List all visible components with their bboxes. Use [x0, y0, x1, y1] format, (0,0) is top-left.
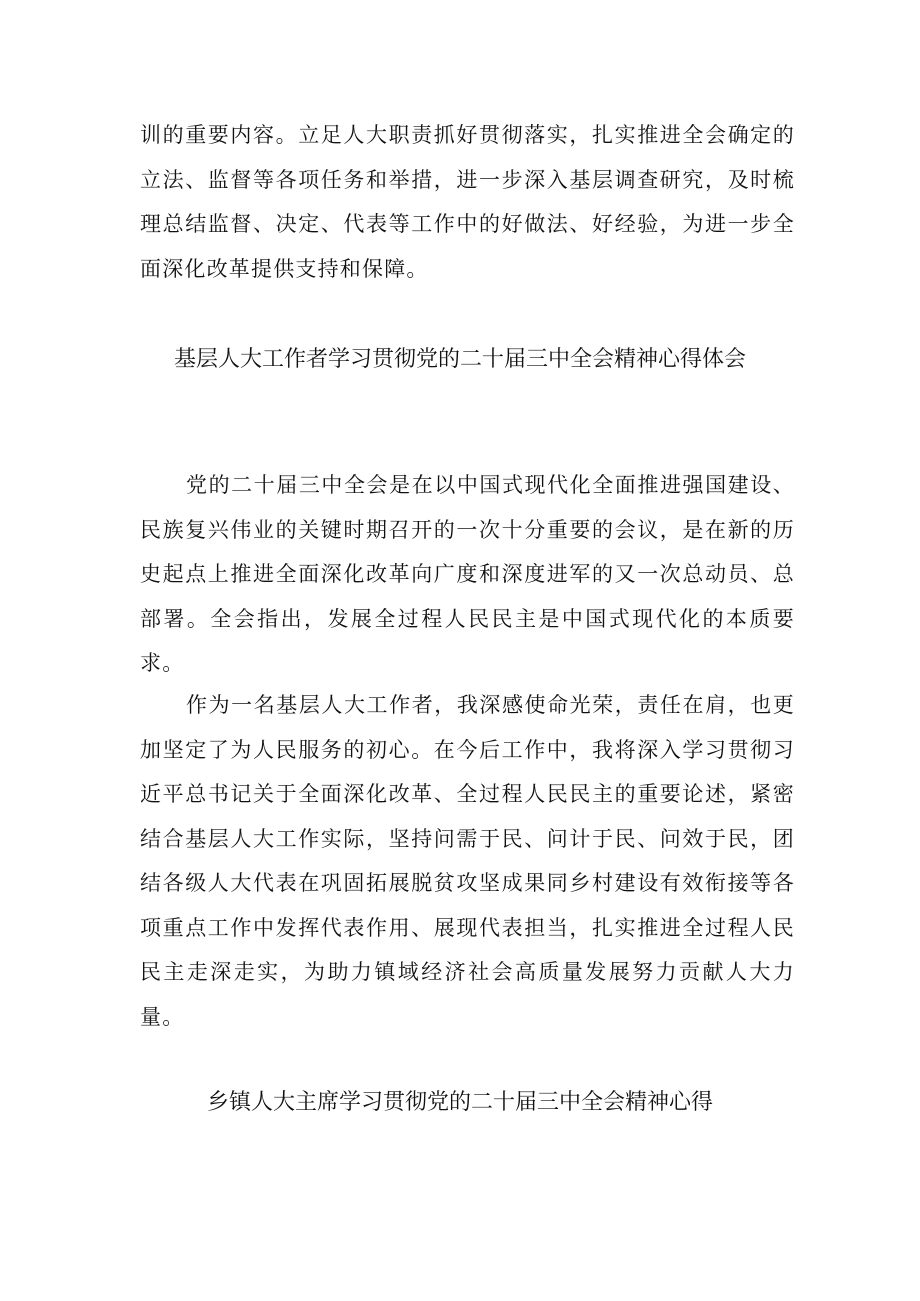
- article-2-title: 乡镇人大主席学习贯彻党的二十届三中全会精神心得: [206, 1090, 713, 1115]
- article-1-paragraph-1: 党的二十届三中全会是在以中国式现代化全面推进强国建设、民族复兴伟业的关键时期召开的一次十分重要的会议，是在新的历史起点上推进全面深化改革向广度和深度进军的又一次总动员、总部署。全会指出，发展全过程人民民主是中国式现代化的本质要求。: [140, 473, 795, 675]
- article-1-paragraph-2: 作为一名基层人大工作者，我深感使命光荣，责任在肩，也更加坚定了为人民服务的初心。在今后工作中，我将深入学习贯彻习近平总书记关于全面深化改革、全过程人民民主的重要论述，紧密结合基层人大工作实际，坚持问需于民、问计于民、问效于民，团结各级人大代表在巩固拓展脱贫攻坚成果同乡村建设有效衔接等各项重点工作中发挥代表作用、展现代表担当，扎实推进全过程人民民主走深走实，为助力镇域经济社会高质量发展努力贡献人大力量。: [140, 693, 795, 1029]
- article-1-title: 基层人大工作者学习贯彻党的二十届三中全会精神心得体会: [173, 347, 746, 372]
- continuation-paragraph: 训的重要内容。立足人大职责抓好贯彻落实，扎实推进全会确定的立法、监督等各项任务和举措，进一步深入基层调查研究，及时梳理总结监督、决定、代表等工作中的好做法、好经验，为进一步全面深化改革提供支持和保障。: [140, 123, 795, 281]
